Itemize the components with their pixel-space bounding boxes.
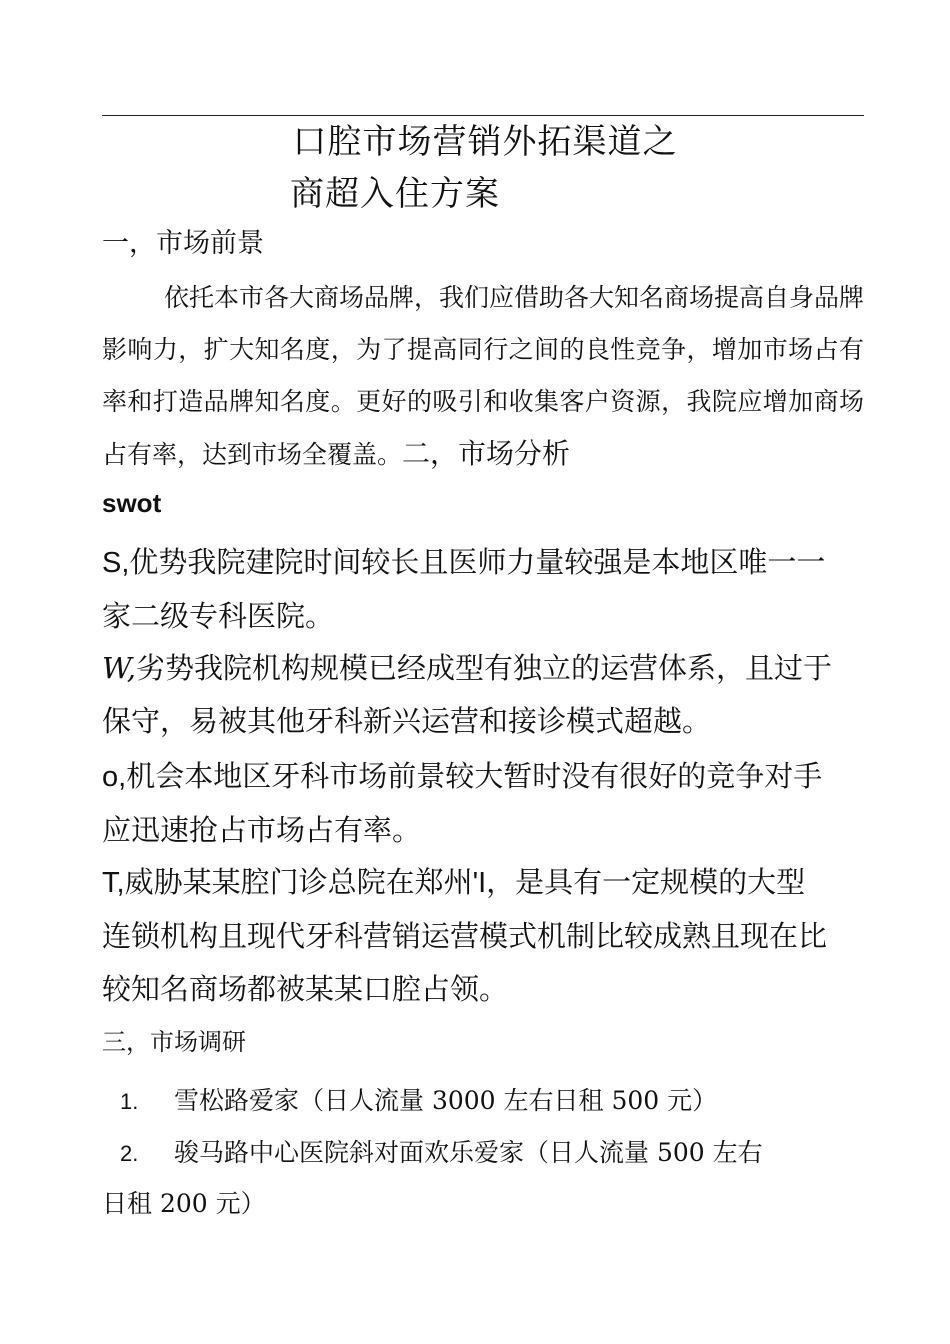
swot-t-line2: 连锁机构且现代牙科营销运营模式机制比较成熟且现在比 bbox=[102, 919, 828, 953]
list-item-number: 1. bbox=[120, 1089, 139, 1114]
swot-o-line2: 应迅速抢占市场占有率。 bbox=[102, 813, 422, 847]
document-title-line1: 口腔市场营销外拓渠道之 bbox=[292, 122, 678, 162]
swot-t-prefix: T, bbox=[102, 867, 125, 899]
list-item-number: 2. bbox=[120, 1141, 139, 1166]
list-item-text: 骏马路中心医院斜对面欢乐爱家（日人流量 500 左右 bbox=[174, 1138, 763, 1167]
swot-w-prefix: W, bbox=[102, 651, 136, 685]
list-item bbox=[102, 1128, 864, 1229]
top-rule bbox=[102, 115, 864, 116]
list-item bbox=[102, 1076, 864, 1127]
swot-t-line3: 较知名商场都被某某口腔占领。 bbox=[102, 972, 509, 1006]
list-item-continuation: 日租 200 元） bbox=[102, 1189, 266, 1218]
swot-t-line1c: ，是具有一定规模的大型 bbox=[486, 865, 806, 899]
section2-heading: 二，市场分析 bbox=[402, 437, 571, 470]
swot-w bbox=[102, 642, 864, 748]
swot-s-line2: 家二级专科医院。 bbox=[102, 599, 335, 633]
swot-t bbox=[102, 856, 864, 1016]
swot-t-line1a: 威胁某某腔门诊总院在郑州 bbox=[124, 865, 473, 899]
section1-paragraph bbox=[102, 272, 864, 481]
swot-s-prefix: S, bbox=[102, 547, 130, 579]
list-item-text: 雪松路爱家（日人流量 3000 左右日租 500 元） bbox=[174, 1086, 718, 1115]
section1-paragraph-text: 依托本市各大商场品牌，我们应借助各大知名商场提高自身品牌影响力，扩大知名度，为了提高同行之间的良性竞争，增加市场占有率和打造品牌知名度。更好的吸引和收集客户资源，我院应增加商场占有率，达到市场全覆盖。 bbox=[102, 283, 865, 469]
swot-o-line1: 机会本地区牙科市场前景较大暂时没有很好的竞争对手 bbox=[126, 759, 823, 793]
swot-w-line1: 劣势我院机构规模已经成型有独立的运营体系，且过于 bbox=[135, 651, 832, 685]
swot-o bbox=[102, 750, 864, 857]
section3-heading: 三，市场调研 bbox=[102, 1028, 246, 1056]
section1-heading: 一，市场前景 bbox=[102, 228, 264, 259]
swot-w-line2: 保守，易被其他牙科新兴运营和接诊模式超越。 bbox=[102, 704, 712, 738]
swot-s bbox=[102, 536, 864, 643]
swot-t-line1b: 'I bbox=[472, 867, 487, 899]
swot-label: swot bbox=[102, 488, 162, 518]
document-title-line2: 商超入住方案 bbox=[290, 174, 500, 214]
swot-o-prefix: o, bbox=[102, 761, 127, 793]
swot-s-line1: 优势我院建院时间较长且医师力量较强是本地区唯一一 bbox=[129, 545, 826, 579]
